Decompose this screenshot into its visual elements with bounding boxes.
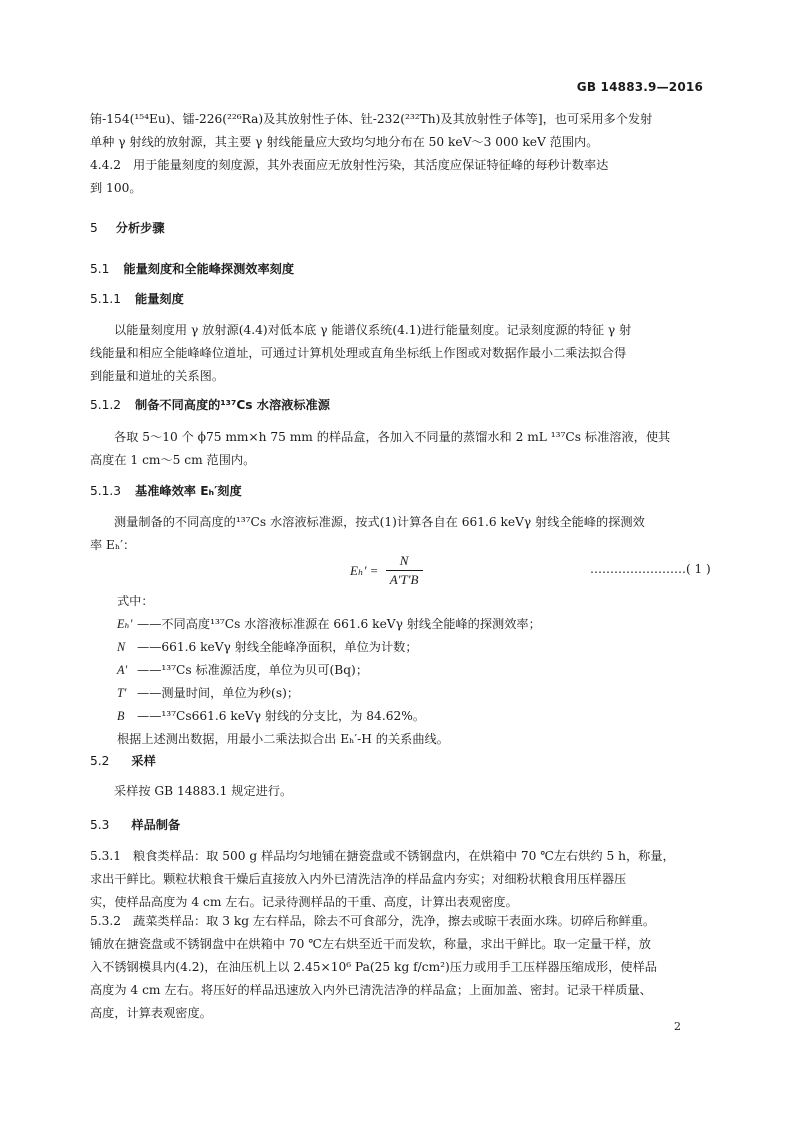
heading-5-3 [90,815,704,835]
section-title: 能量刻度和全能峰探测效率刻度 [123,262,295,276]
heading-5 [90,218,704,238]
definition-text: ——不同高度¹³⁷Cs 水溶液标准源在 661.6 keVγ 射线全能峰的探测效率； [137,617,541,631]
section-number: 5.3.1 [90,849,122,863]
symbol: A′ [117,663,128,677]
section-number: 4.4.2 [90,158,122,172]
formula-lhs: Eₕ′ = [350,562,379,578]
text-line: 高度为 4 cm 左右。将压好的样品迅速放入内外已清洗洁净的样品盒；上面加盖、密封。记录干样质量、 [90,983,652,997]
standard-header: GB 14883.9—2016 [576,80,703,94]
section-number: 5.1.3 [90,484,122,498]
text-line [90,154,704,177]
definitions-conclusion: 根据上述测出数据，用最小二乘法拟合出 Eₕ′-H 的关系曲线。 [117,732,449,746]
section-number: 5.2 [90,754,110,768]
definition-text: ——测量时间，单位为秒(s)； [137,686,300,700]
text-line [90,845,704,868]
text-line: 到能量和道址的关系图。 [90,369,225,383]
section-title: 采样 [131,754,156,768]
definition-text: ——¹³⁷Cs661.6 keVγ 射线的分支比，为 84.62%。 [137,709,425,723]
text-line [90,910,704,933]
symbol: N [117,640,126,654]
section-title: 制备不同高度的¹³⁷Cs 水溶液标准源 [135,398,330,412]
formula-1 [350,553,423,588]
symbol: Eₕ′ [117,617,133,631]
text-line: 求出干鲜比。颗粒状粮食干燥后直接放入内外已清洗洁净的样品盒内夯实；对细粉状粮食用压样器压 [90,872,627,886]
section-text: 用于能量刻度的刻度源，其外表面应无放射性污染，其活度应保证特征峰的每秒计数率达 [133,158,609,172]
symbol: T′ [117,686,127,700]
formula-denominator: A′T′B [389,572,419,587]
section-4-4-2 [90,154,704,200]
equation-number: ……………………( 1 ) [590,562,711,576]
definition-row [117,705,707,728]
section-text: 蔬菜类样品：取 3 kg 左右样品，除去不可食部分，洗净，擦去或晾干表面水珠。切碎后称鲜重。 [133,914,656,928]
section-number: 5.3.2 [90,914,122,928]
paragraph-5-2: 采样按 GB 14883.1 规定进行。 [114,784,293,798]
top-paragraph [90,108,704,154]
heading-5-1 [90,259,704,279]
text-line: 线能量和相应全能峰峰位道址，可通过计算机处理或直角坐标纸上作图或对数据作最小二乘法拟合得 [90,346,627,360]
heading-5-1-2 [90,395,704,415]
text-line: 入不锈钢模具内(4.2)，在油压机上以 2.45×10⁶ Pa(25 kg f/cm²)压力或用手工压样器压缩成形，使样品 [90,960,657,974]
text-line: 以能量刻度用 γ 放射源(4.4)对低本底 γ 能谱仪系统(4.1)进行能量刻度。记录刻度源的特征 γ 射 [114,323,632,337]
section-number: 5.1 [90,262,110,276]
section-number: 5.1.2 [90,398,122,412]
text-line: 到 100。 [90,181,142,195]
definition-text: ——661.6 keVγ 射线全能峰净面积，单位为计数； [137,640,418,654]
heading-5-2 [90,751,704,771]
paragraph-5-1-1 [90,319,704,388]
definition-row [117,636,707,659]
section-text: 粮食类样品：取 500 g 样品均匀地铺在搪瓷盘或不锈钢盘内，在烘箱中 70 ℃左右烘约 5 h，称量， [133,849,675,863]
text-line: 高度在 1 cm～5 cm 范围内。 [90,453,256,467]
heading-5-1-3 [90,481,704,501]
page-number: 2 [674,1020,681,1033]
section-5-3-2 [90,910,704,1025]
formula-numerator: N [386,553,423,571]
section-number: 5.3 [90,818,110,832]
formula-fraction [386,553,423,588]
symbol: B [117,709,125,723]
text-line: 高度，计算表观密度。 [90,1006,212,1020]
definitions-intro: 式中： [117,594,154,608]
section-title: 能量刻度 [135,292,184,306]
text-line: 测量制备的不同高度的¹³⁷Cs 水溶液标准源，按式(1)计算各自在 661.6 keVγ 射线全能峰的探测效 [114,515,645,529]
text-line: 实，使样品高度为 4 cm 左右。记录待测样品的干重、高度，计算出表观密度。 [90,895,518,909]
text-line: 率 Eₕ′： [90,538,136,552]
heading-5-1-1 [90,289,704,309]
text-line: 铕-154(¹⁵⁴Eu)、镭-226(²²⁶Ra)及其放射性子体、钍-232(²³²Th)及其放射性子体等]，也可采用多个发射 [90,112,653,126]
text-line: 铺放在搪瓷盘或不锈钢盘中在烘箱中 70 ℃左右烘至近干而发软，称量，求出干鲜比。取一定量干样，放 [90,937,651,951]
section-5-3-1 [90,845,704,914]
text-line: 各取 5～10 个 ϕ75 mm×h 75 mm 的样品盒，各加入不同量的蒸馏水和 2 mL ¹³⁷Cs 标准溶液，使其 [114,430,671,444]
definition-row [117,613,707,636]
paragraph-5-1-3 [90,511,704,557]
paragraph-5-1-2 [90,426,704,472]
definition-text: ——¹³⁷Cs 标准源活度，单位为贝可(Bq)； [137,663,369,677]
definition-row [117,682,707,705]
section-title: 样品制备 [131,818,181,832]
section-number: 5.1.1 [90,292,122,306]
definition-row [117,659,707,682]
section-title: 基准峰效率 Eₕ′刻度 [135,484,242,498]
section-title: 分析步骤 [115,221,165,235]
symbol-definitions [117,590,707,751]
section-number: 5 [90,221,98,235]
text-line: 单种 γ 射线的放射源，其主要 γ 射线能量应大致均匀地分布在 50 keV～3 000 keV 范围内。 [90,135,599,149]
